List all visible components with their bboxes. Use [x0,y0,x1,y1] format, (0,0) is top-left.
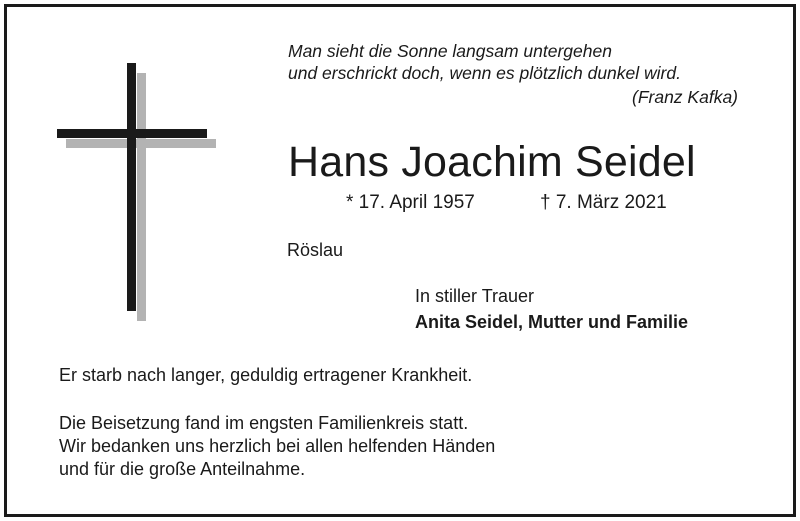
closing-line: und für die große Anteilnahme. [59,459,306,479]
mourners-names: Anita Seidel, Mutter und Familie [415,312,689,332]
closing-line: Wir bedanken uns herzlich bei allen helfenden Händen [59,436,496,456]
quote-line: und erschrickt doch, wenn es plötzlich dunkel wird. [288,63,681,83]
birth-date: * 17. April 1957 [346,192,475,213]
mourners-intro: In stiller Trauer [415,286,535,306]
quote-author: (Franz Kafka) [632,87,738,107]
closing-line: Die Beisetzung fand im engsten Familienkreis statt. [59,413,469,433]
place: Röslau [287,240,344,260]
deceased-name: Hans Joachim Seidel [288,138,696,186]
closing-text [59,412,495,481]
mourners [415,283,688,335]
cause-text: Er starb nach langer, geduldig ertragener Krankheit. [59,365,473,385]
quote-line: Man sieht die Sonne langsam untergehen [288,41,612,61]
quote [288,40,748,108]
death-date: † 7. März 2021 [540,192,667,213]
